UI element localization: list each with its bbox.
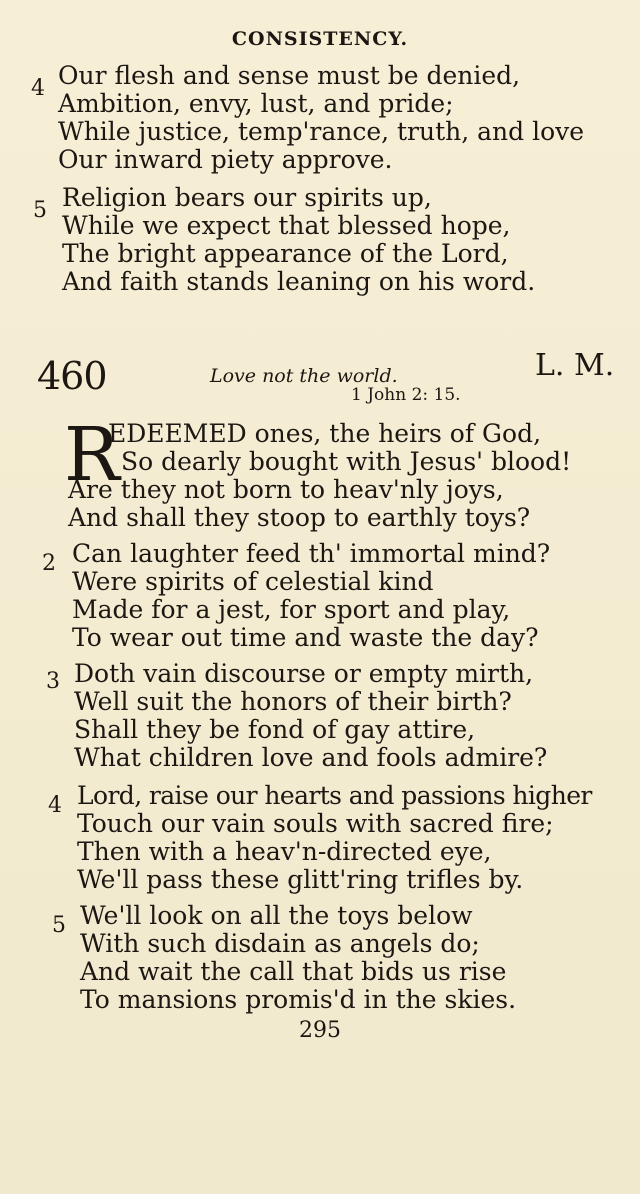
hymn-reference: 1 John 2: 15. xyxy=(351,385,461,405)
verse-line: Then with a heav'n-directed eye, xyxy=(77,837,492,866)
verse-line: While we expect that blessed hope, xyxy=(62,211,511,240)
verse-number: 5 xyxy=(33,198,47,223)
verse-line: Ambition, envy, lust, and pride; xyxy=(58,89,454,118)
verse-line: The bright appearance of the Lord, xyxy=(62,239,509,268)
verse-line: Shall they be fond of gay attire, xyxy=(74,715,476,744)
verse-line: We'll look on all the toys below xyxy=(80,901,473,930)
verse-line: And wait the call that bids us rise xyxy=(80,957,507,986)
verse-number: 3 xyxy=(46,669,60,694)
verse-line: And faith stands leaning on his word. xyxy=(62,267,536,296)
verse-line: So dearly bought with Jesus' blood! xyxy=(121,447,572,476)
verse-line: Made for a jest, for sport and play, xyxy=(72,595,511,624)
verse-line: To mansions promis'd in the skies. xyxy=(80,985,517,1014)
verse-line: Were spirits of celestial kind xyxy=(72,567,434,596)
verse-line: EDEEMED ones, the heirs of God, xyxy=(108,419,542,448)
verse-number: 4 xyxy=(48,793,62,818)
verse-line: Doth vain discourse or empty mirth, xyxy=(74,659,534,688)
verse-line: Our inward piety approve. xyxy=(58,145,393,174)
verse-line: Well suit the honors of their birth? xyxy=(74,687,512,716)
page-header: CONSISTENCY. xyxy=(231,28,409,50)
verse-line: With such disdain as angels do; xyxy=(80,929,480,958)
hymn-number: 460 xyxy=(37,354,107,398)
verse-line: Can laughter feed th' immortal mind? xyxy=(72,539,551,568)
dropcap-letter: R xyxy=(64,412,120,498)
verse-line: Religion bears our spirits up, xyxy=(62,183,432,212)
page-number: 295 xyxy=(299,1018,341,1043)
verse-line: To wear out time and waste the day? xyxy=(72,623,539,652)
verse-number: 2 xyxy=(42,551,56,576)
hymn-meter: L. M. xyxy=(535,348,615,383)
hymn-title: Love not the world. xyxy=(210,365,398,387)
verse-number: 4 xyxy=(31,76,45,101)
verse-line: While justice, temp'rance, truth, and love xyxy=(58,117,585,146)
verse-line: Our flesh and sense must be denied, xyxy=(58,61,521,90)
verse-line: Are they not born to heav'nly joys, xyxy=(68,475,504,504)
verse-line: Touch our vain souls with sacred fire; xyxy=(77,809,554,838)
verse-line: Lord, raise our hearts and passions higher xyxy=(77,781,592,810)
verse-line: We'll pass these glitt'ring trifles by. xyxy=(77,865,524,894)
verse-number: 5 xyxy=(52,913,66,938)
verse-line: And shall they stoop to earthly toys? xyxy=(68,503,531,532)
verse-line: What children love and fools admire? xyxy=(74,743,548,772)
